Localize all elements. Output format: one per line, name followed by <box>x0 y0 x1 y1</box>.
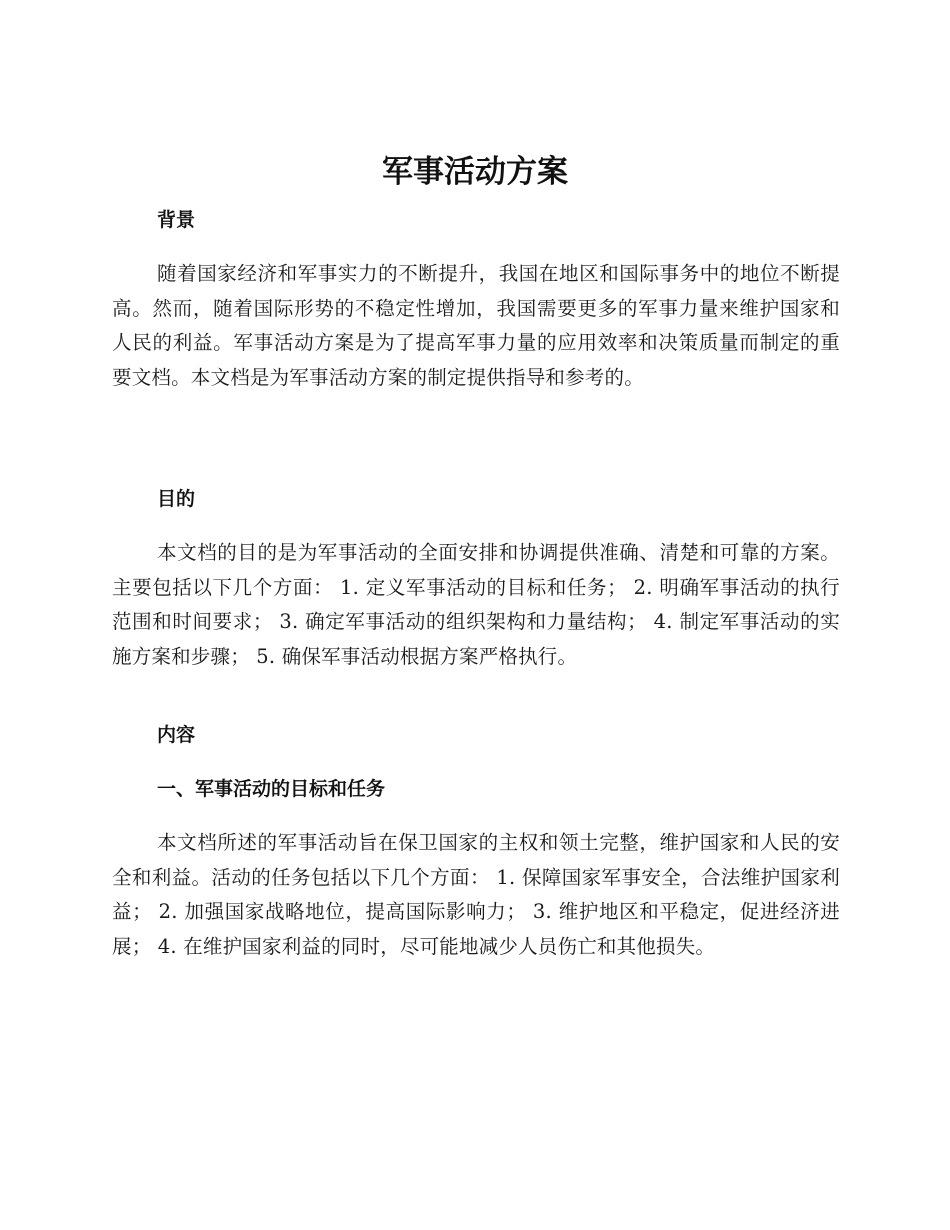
section-heading-purpose: 目的 <box>157 488 196 510</box>
document-title: 军事活动方案 <box>382 154 568 190</box>
section-heading-goals-and-tasks: 一、军事活动的目标和任务 <box>157 778 386 800</box>
section-paragraph-purpose: 本文档的目的是为军事活动的全面安排和协调提供准确、清楚和可靠的方案。主要包括以下几个方面： 1. 定义军事活动的目标和任务； 2. 明确军事活动的执行范围和时间要求； 3. 确定军事活动的组织架构和力量结构； 4. 制定军事活动的实施方案和步骤； 5. 确保军事活动根据方案严格执行。 <box>112 541 840 668</box>
section-paragraph-background: 随着国家经济和军事实力的不断提升，我国在地区和国际事务中的地位不断提高。然而，随着国际形势的不稳定性增加，我国需要更多的军事力量来维护国家和人民的利益。军事活动方案是为了提高军事力量的应用效率和决策质量而制定的重要文档。本文档是为军事活动方案的制定提供指导和参考的。 <box>112 262 840 389</box>
section-heading-content: 内容 <box>157 724 196 746</box>
section-paragraph-goals-and-tasks: 本文档所述的军事活动旨在保卫国家的主权和领土完整，维护国家和人民的安全和利益。活动的任务包括以下几个方面： 1. 保障国家军事安全，合法维护国家利益； 2. 加强国家战略地位，提高国际影响力； 3. 维护地区和平稳定，促进经济进展； 4. 在维护国家利益的同时，尽可能地减少人员伤亡和其他损失。 <box>112 831 840 958</box>
section-heading-background: 背景 <box>157 209 196 231</box>
